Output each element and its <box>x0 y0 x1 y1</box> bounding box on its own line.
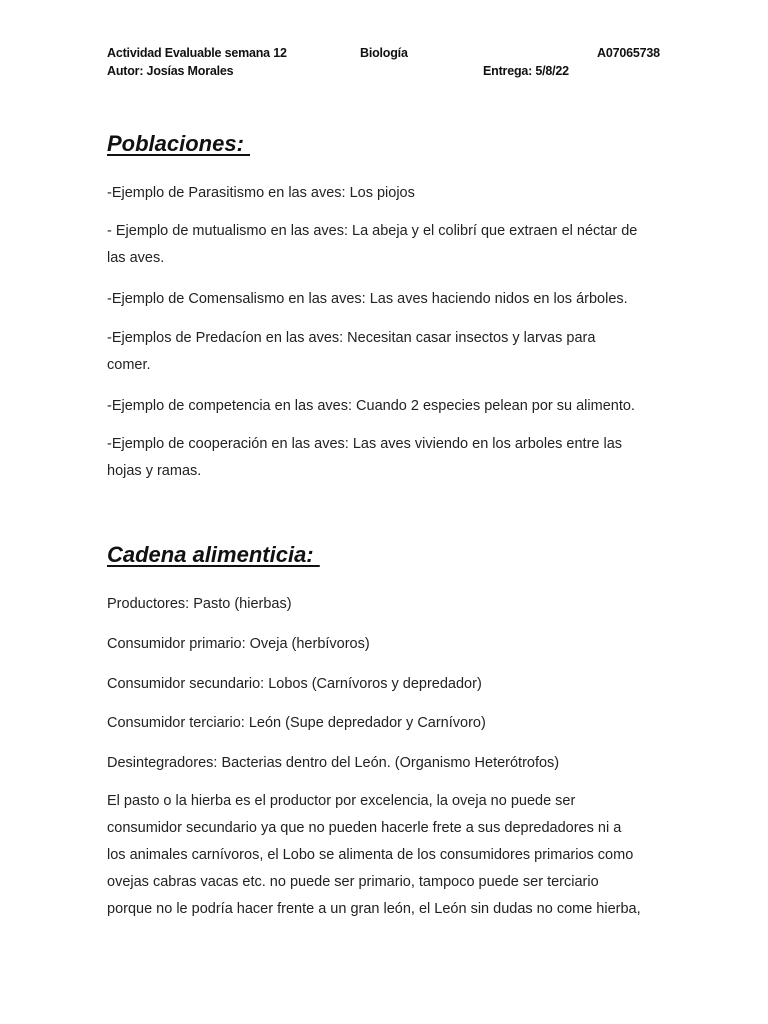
cadena-item: Consumidor terciario: León (Supe depredador y Carnívoro) <box>107 715 486 731</box>
paragraph-line: consumidor secundario ya que no pueden hacerle frete a sus depredadores ni a <box>107 820 622 836</box>
header-delivery: Entrega: 5/8/22 <box>483 64 569 78</box>
poblaciones-item <box>107 431 669 485</box>
cadena-item: Consumidor secundario: Lobos (Carnívoros y depredador) <box>107 676 482 692</box>
paragraph-line: ovejas cabras vacas etc. no puede ser primario, tampoco puede ser terciario <box>107 874 599 890</box>
header-student-id: A07065738 <box>597 46 660 60</box>
poblaciones-item-line: -Ejemplo de cooperación en las aves: Las aves viviendo en los arboles entre las <box>107 436 623 452</box>
paragraph-line: porque no le podría hacer frente a un gran león, el León sin dudas no come hierba, <box>107 901 641 917</box>
cadena-paragraph <box>107 788 669 923</box>
poblaciones-item-line: comer. <box>107 357 151 373</box>
poblaciones-item-line: - Ejemplo de mutualismo en las aves: La abeja y el colibrí que extraen el néctar de <box>107 223 638 239</box>
section-title-poblaciones: Poblaciones: <box>107 131 251 156</box>
cadena-item: Desintegradores: Bacterias dentro del León. (Organismo Heterótrofos) <box>107 755 560 771</box>
poblaciones-item-line: las aves. <box>107 250 165 266</box>
poblaciones-item: -Ejemplo de Parasitismo en las aves: Los piojos <box>107 185 415 201</box>
poblaciones-item: -Ejemplo de competencia en las aves: Cuando 2 especies pelean por su alimento. <box>107 398 635 414</box>
section-title-cadena-alimenticia: Cadena alimenticia: <box>107 542 320 567</box>
poblaciones-item-line: -Ejemplos de Predacíon en las aves: Necesitan casar insectos y larvas para <box>107 330 596 346</box>
paragraph-line: El pasto o la hierba es el productor por excelencia, la oveja no puede ser <box>107 793 576 809</box>
header-author: Autor: Josías Morales <box>107 64 234 78</box>
header-activity: Actividad Evaluable semana 12 <box>107 46 287 60</box>
poblaciones-item-line: hojas y ramas. <box>107 463 202 479</box>
cadena-item: Productores: Pasto (hierbas) <box>107 596 292 612</box>
cadena-item: Consumidor primario: Oveja (herbívoros) <box>107 636 370 652</box>
poblaciones-item: -Ejemplo de Comensalismo en las aves: Las aves haciendo nidos en los árboles. <box>107 291 628 307</box>
poblaciones-item <box>107 218 669 272</box>
poblaciones-item <box>107 325 669 379</box>
paragraph-line: los animales carnívoros, el Lobo se alimenta de los consumidores primarios como <box>107 847 634 863</box>
header-subject: Biología <box>360 46 408 60</box>
